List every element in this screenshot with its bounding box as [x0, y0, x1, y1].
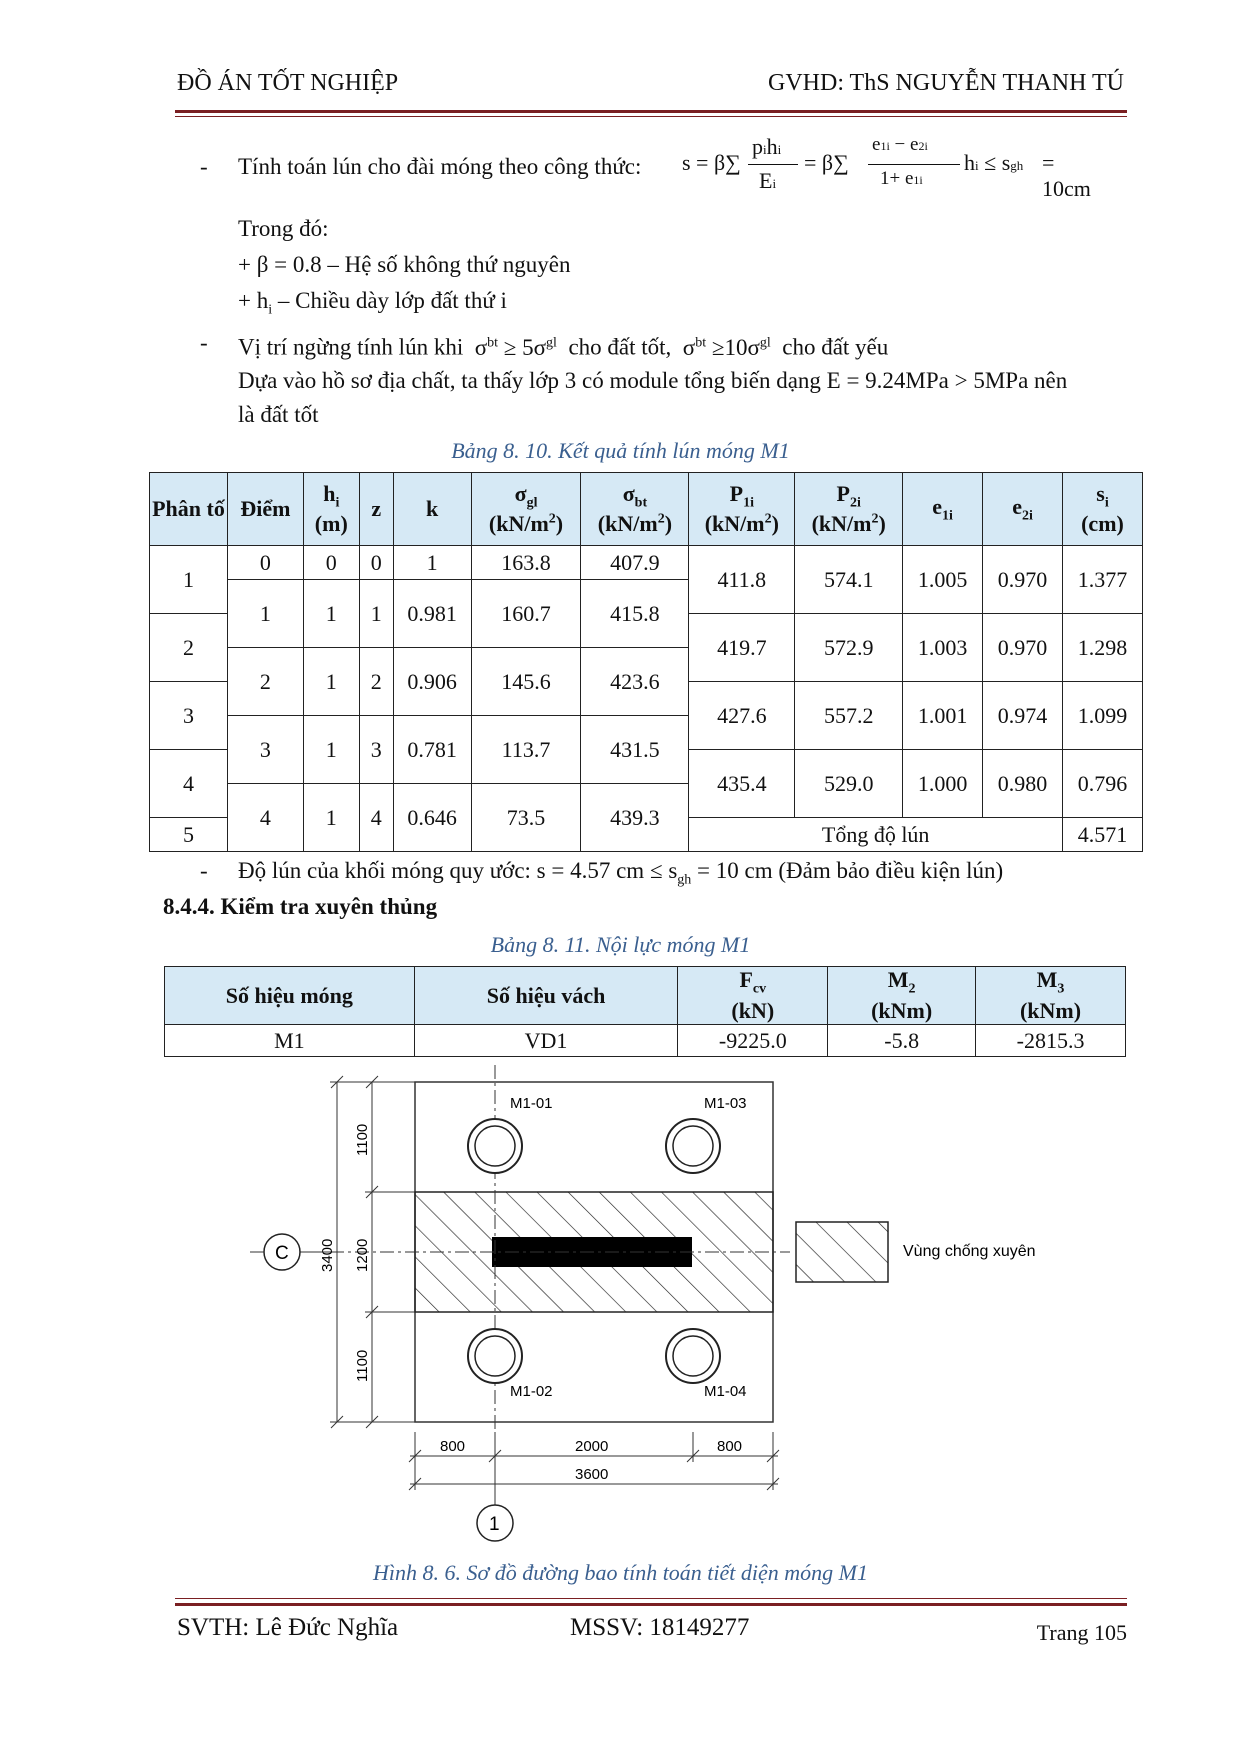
col-s: $s_i$ (cm)	[1062, 473, 1142, 546]
bullet: -	[200, 154, 208, 179]
table-row: M1 VD1 -9225.0 -5.8 -2815.3	[165, 1025, 1126, 1057]
section-heading: 8.4.4. Kiểm tra xuyên thủng	[163, 894, 438, 919]
col-hi: $h_i$ (m)	[303, 473, 359, 546]
col-diem: Điểm	[227, 473, 303, 546]
table-row: 2 419.7 572.9 1.003 0.970 1.298	[150, 614, 1143, 648]
dim-2000: 2000	[575, 1438, 609, 1455]
footer-student: SVTH: Lê Đức Nghĩa	[177, 1614, 399, 1641]
table2-caption: Bảng 8. 11. Nội lực móng M1	[490, 932, 751, 957]
table-row: 4 1 4 0.646 73.5 439.3	[150, 784, 1143, 818]
total-label: Tổng độ lún	[689, 818, 1063, 852]
pile-label: M1-03	[704, 1095, 747, 1112]
col-sbt: $\sigma_{bt}$ $(kN/m^2)$	[581, 473, 689, 546]
col-p2: $P_{2i}$ $(kN/m^2)$	[795, 473, 903, 546]
table-row: 1 0 0 0 1 163.8 407.9 411.8 574.1 1.005 0.970 1.377	[150, 546, 1143, 580]
table-row: 2 1 2 0.906 145.6 423.6	[150, 648, 1143, 682]
footer-id: MSSV: 18149277	[570, 1614, 750, 1641]
axis-c-label: C	[275, 1243, 289, 1264]
formula-intro: Tính toán lún cho đài móng theo công thức:	[238, 154, 642, 179]
punching-diagram	[0, 1060, 1241, 1560]
dim-1200: 1200	[354, 1238, 371, 1272]
pile-m1-03	[666, 1119, 720, 1173]
dim-3400: 3400	[319, 1238, 336, 1272]
table-row: 1 1 1 0.981 160.7 415.8	[150, 580, 1143, 614]
settle-conclusion: Độ lún của khối móng quy ước: s = 4.57 cm ≤ $s_{gh} = 10$ cm (Đảm bảo điều kiện lún)	[238, 858, 1004, 888]
table-row: 3 1 3 0.781 113.7 431.5	[150, 716, 1143, 750]
dim-3600: 3600	[575, 1466, 609, 1483]
col-e1: $e_{1i}$	[903, 473, 983, 546]
col-z: z	[359, 473, 393, 546]
geo-line-1: Dựa vào hồ sơ địa chất, ta thấy lớp 3 có module tổng biến dạng E = 9.24MPa > 5MPa nên	[238, 368, 1068, 393]
col-e2: $e_{2i}$	[983, 473, 1063, 546]
stop-line: Vị trí ngừng tính lún khi $\sigma^{bt} \ge 5\sigma^{gl}$ cho đất tốt, $\sigma^{bt} \ge 10\sigma^{gl}$ cho đất yếu	[238, 334, 889, 360]
pile-m1-02	[468, 1329, 522, 1383]
dim-800-left: 800	[440, 1438, 466, 1455]
pile-m1-01	[468, 1119, 522, 1173]
header-rule-thin	[175, 116, 1127, 117]
geo-line-2: là đất tốt	[238, 402, 319, 427]
hi-line: + $h_i$ – Chiều dày lớp đất thứ i	[238, 288, 507, 318]
forces-table	[164, 966, 1126, 1057]
pile-label: M1-04	[704, 1383, 747, 1400]
footer-page: Trang 105	[1036, 1620, 1127, 1645]
col-k: k	[393, 473, 471, 546]
pile-m1-04	[666, 1329, 720, 1383]
col-p1: $P_{1i}$ $(kN/m^2)$	[689, 473, 795, 546]
figure-caption: Hình 8. 6. Sơ đồ đường bao tính toán tiết diện móng M1	[372, 1560, 868, 1585]
header-left: ĐỒ ÁN TỐT NGHIỆP	[177, 70, 399, 96]
table-row: 5 Tổng độ lún 4.571	[150, 818, 1143, 852]
bullet: -	[200, 858, 208, 883]
trong-do: Trong đó:	[238, 216, 329, 241]
dim-1100-bottom: 1100	[354, 1349, 371, 1382]
footer-rule-thin	[175, 1598, 1127, 1599]
beta-line: + β = 0.8 – Hệ số không thứ nguyên	[238, 252, 571, 277]
col-phanto: Phân tố	[150, 473, 228, 546]
dim-1100-top: 1100	[354, 1123, 371, 1156]
table-row: 3 427.6 557.2 1.001 0.974 1.099	[150, 682, 1143, 716]
footer-rule	[175, 1603, 1127, 1606]
col-sgl: $\sigma_{gl}$ $(kN/m^2)$	[471, 473, 581, 546]
table-row: 4 435.4 529.0 1.000 0.980 0.796	[150, 750, 1143, 784]
legend-label: Vùng chống xuyên	[903, 1243, 1036, 1260]
settlement-table	[149, 472, 1143, 852]
formula-tail: = 10cm	[1042, 150, 1091, 201]
total-value: 4.571	[1062, 818, 1142, 852]
settlement-formula: s = β∑ pihi Ei = β∑ e1i − e2i 1+ e1i hi ≤ sgh = 10cm	[682, 134, 1102, 204]
table1-caption: Bảng 8. 10. Kết quả tính lún móng M1	[451, 438, 790, 463]
bullet: -	[200, 330, 208, 355]
axis-1-label: 1	[489, 1514, 500, 1535]
header-right: GVHD: ThS NGUYỄN THANH TÚ	[767, 70, 1124, 96]
header-rule	[175, 110, 1127, 113]
pile-label: M1-01	[510, 1095, 553, 1112]
dim-800-right: 800	[717, 1438, 743, 1455]
legend-swatch	[796, 1222, 888, 1282]
table1-header-row	[150, 473, 1143, 546]
pile-label: M1-02	[510, 1383, 553, 1400]
table2-header-row: Số hiệu móng Số hiệu vách $F_{cv}$ (kN) $M_2$ (kNm) $M_3$ (kNm)	[165, 967, 1126, 1025]
